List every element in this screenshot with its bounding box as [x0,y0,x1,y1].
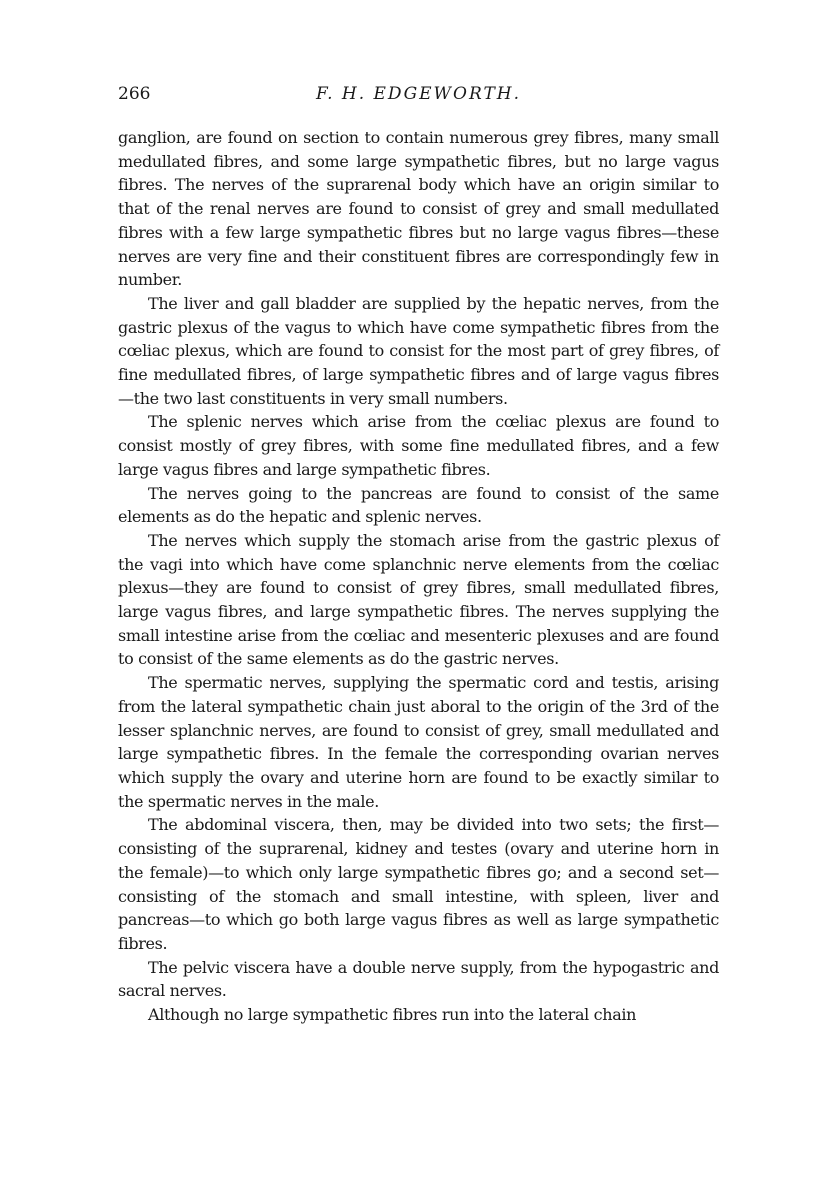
running-head [118,84,719,112]
paragraph-4: The nerves going to the pancreas are found to consist of the same elements as do the hepatic and splenic nerves. [118,483,719,527]
paragraph-7: The abdominal viscera, then, may be divided into two sets; the first—consisting of the suprarenal, kidney and testes (ovary and uterine horn in the female)—to which only large sympathetic fibres go; and a second set—consisting of the stomach and small intestine, with spleen, liver and pancreas—to which go both large vagus fibres as well as large sympathetic fibres. [118,815,719,953]
document-page [118,84,719,1027]
paragraph-2: The liver and gall bladder are supplied by the hepatic nerves, from the gastric plexus of the vagus to which have come sympathetic fibres from the cœliac plexus, which are found to consist for the most part of grey fibres, of fine medullated fibres, of large sympathetic fibres and of large vagus fibres—the two last constituents in very small numbers. [118,293,719,408]
paragraph-1: ganglion, are found on section to contain numerous grey fibres, many small medullated fibres, and some large sympathetic fibres, but no large vagus fibres. The nerves of the suprarenal body which have an origin similar to that of the renal nerves are found to consist of grey and small medullated fibres with a few large sympathetic fibres but no large vagus fibres—these nerves are very fine and their constituent fibres are correspondingly few in number. [118,128,719,290]
paragraph-9: Although no large sympathetic fibres run into the lateral chain [148,1005,637,1025]
paragraph-8: The pelvic viscera have a double nerve supply, from the hypogastric and sacral nerves. [118,957,719,1001]
page-number: 266 [118,84,151,104]
paragraph-3: The splenic nerves which arise from the cœliac plexus are found to consist mostly of grey fibres, with some fine medullated fibres, and a few large vagus fibres and large sympathetic fibres. [118,412,719,479]
running-title: F. H. EDGEWORTH. [315,84,522,104]
paragraph-5: The nerves which supply the stomach arise from the gastric plexus of the vagi into which have come splanchnic nerve elements from the cœliac plexus—they are found to consist of grey fibres, small medullated fibres, large vagus fibres, and large sympathetic fibres. The nerves supplying the small intestine arise from the cœliac and mesenteric plexuses and are found to consist of the same elements as do the gastric nerves. [118,530,719,669]
paragraph-6: The spermatic nerves, supplying the spermatic cord and testis, arising from the lateral sympathetic chain just aboral to the origin of the 3rd of the lesser splanchnic nerves, are found to consist of grey, small medullated and large sympathetic fibres. In the female the corresponding ovarian nerves which supply the ovary and uterine horn are found to be exactly similar to the spermatic nerves in the male. [118,673,719,811]
